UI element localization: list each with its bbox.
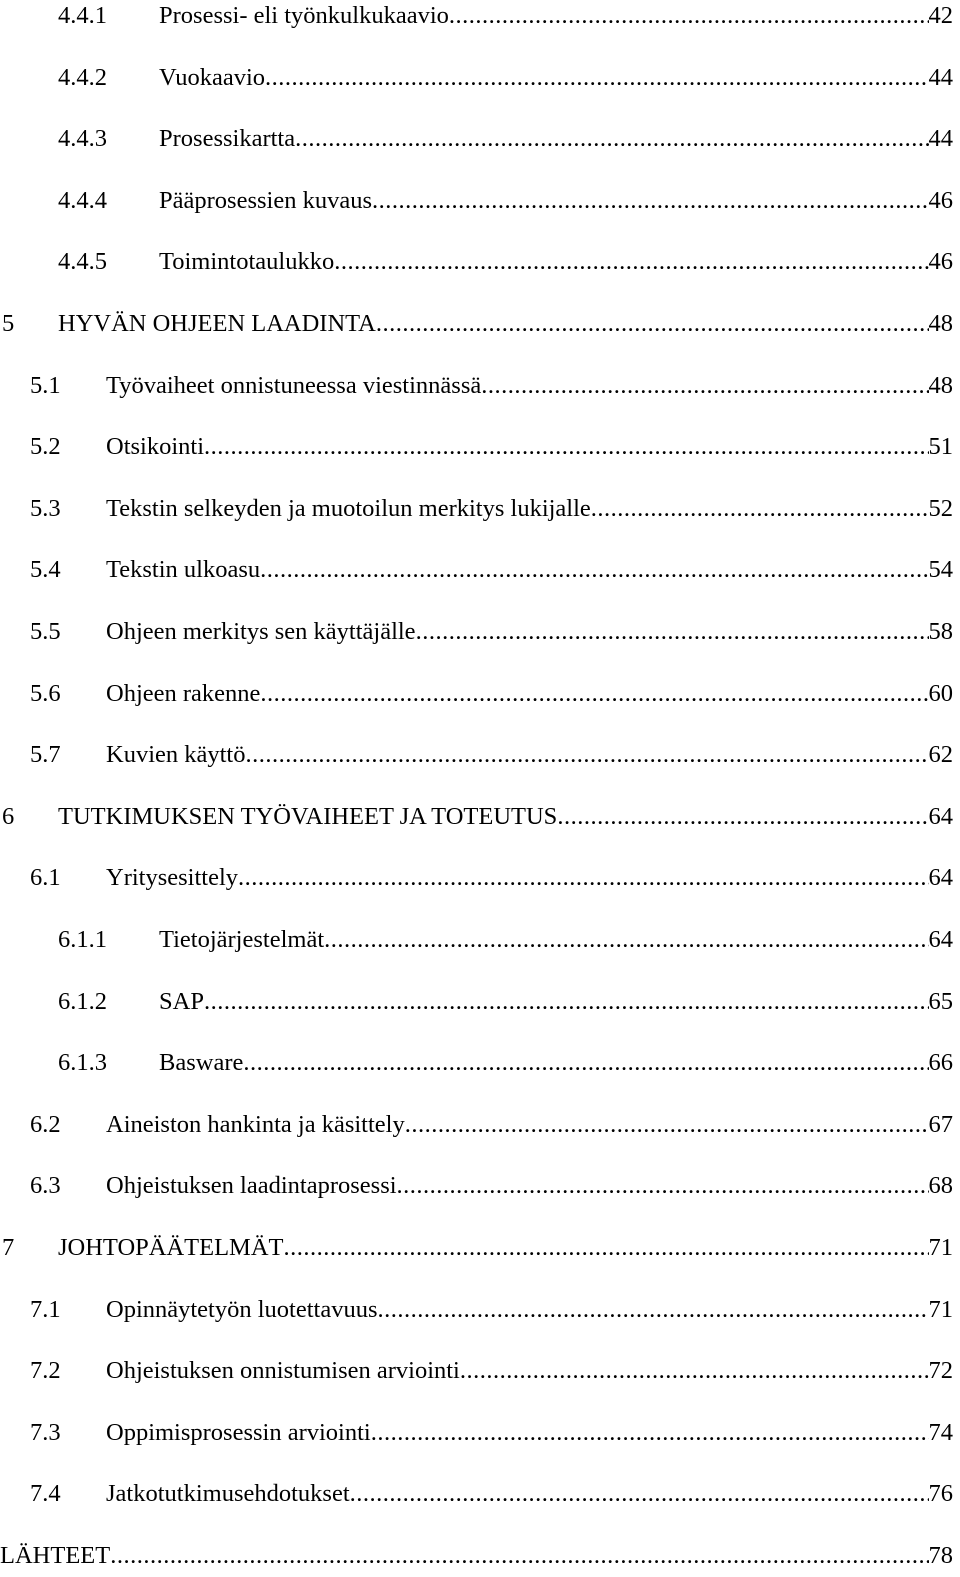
- toc-entry-title: Aineiston hankinta ja käsittely: [106, 1110, 405, 1138]
- toc-entry-number: 4.4.2: [58, 63, 107, 91]
- toc-entry[interactable]: [0, 1228, 953, 1268]
- toc-entry-number: 6.2: [30, 1110, 61, 1138]
- toc-entry-number: 5.5: [30, 618, 61, 645]
- toc-entry[interactable]: [0, 366, 953, 406]
- toc-entry[interactable]: [0, 181, 953, 221]
- toc-entry-title: Pääprosessien kuvaus: [159, 186, 372, 214]
- toc-entry-page-number: 44: [928, 125, 953, 153]
- toc-entry[interactable]: [0, 550, 953, 590]
- toc-entry-page-number: 48: [928, 310, 953, 337]
- toc-dot-leader: [204, 427, 928, 467]
- toc-entry[interactable]: [0, 920, 953, 960]
- toc-entry-number: 7.2: [30, 1357, 61, 1385]
- toc-entry-title: Ohjeistuksen laadintaprosessi: [106, 1172, 397, 1200]
- toc-entry[interactable]: [0, 119, 953, 159]
- toc-entry[interactable]: [0, 1290, 953, 1330]
- toc-entry-number: 5.4: [30, 556, 61, 584]
- toc-entry[interactable]: [0, 489, 953, 529]
- toc-entry-title: Kuvien käyttö: [106, 741, 246, 769]
- toc-entry-page-number: 64: [928, 864, 953, 892]
- toc-entry[interactable]: [0, 982, 953, 1022]
- toc-entry-page-number: 72: [928, 1357, 953, 1385]
- toc-entry-number: 4.4.5: [58, 248, 107, 276]
- toc-dot-leader: [378, 1290, 929, 1330]
- toc-entry-number: 6.3: [30, 1172, 61, 1200]
- toc-dot-leader: [460, 1351, 929, 1391]
- toc-entry-title: Yritysesittely: [106, 864, 239, 892]
- toc-dot-leader: [557, 797, 928, 837]
- toc-entry-number: 6.1.2: [58, 987, 107, 1015]
- toc-entry-number: 5.2: [30, 433, 61, 461]
- toc-entry-page-number: 58: [928, 618, 953, 645]
- toc-entry-number: 6.1: [30, 864, 61, 892]
- toc-entry-number: 6.1.1: [58, 926, 107, 953]
- toc-entry-page-number: 64: [928, 926, 953, 953]
- toc-entry[interactable]: [0, 735, 953, 775]
- toc-entry-page-number: 54: [928, 556, 953, 584]
- toc-entry-page-number: 64: [928, 802, 953, 830]
- toc-entry-page-number: 71: [928, 1295, 953, 1323]
- toc-entry[interactable]: [0, 674, 953, 714]
- toc-entry[interactable]: [0, 0, 953, 36]
- toc-dot-leader: [481, 366, 928, 406]
- toc-dot-leader: [334, 242, 928, 282]
- toc-entry-title: LÄHTEET: [0, 1542, 111, 1569]
- toc-dot-leader: [238, 858, 928, 898]
- toc-entry-page-number: 60: [928, 679, 953, 707]
- toc-entry[interactable]: [0, 1413, 953, 1453]
- toc-entry[interactable]: [0, 797, 953, 837]
- toc-dot-leader: [295, 119, 928, 159]
- toc-entry-title: Oppimisprosessin arviointi: [106, 1418, 371, 1446]
- toc-entry-number: 6: [2, 802, 15, 830]
- toc-dot-leader: [265, 58, 928, 98]
- toc-dot-leader: [449, 0, 929, 36]
- toc-entry-title: HYVÄN OHJEEN LAADINTA: [58, 310, 376, 337]
- toc-dot-leader: [350, 1474, 929, 1514]
- toc-dot-leader: [110, 1536, 928, 1576]
- toc-entry-page-number: 46: [928, 248, 953, 276]
- toc-dot-leader: [591, 489, 929, 529]
- toc-entry-title: Tietojärjestelmät: [159, 926, 325, 953]
- toc-entry-number: 7.4: [30, 1480, 61, 1508]
- toc-entry-number: 4.4.1: [58, 2, 107, 29]
- toc-dot-leader: [376, 304, 929, 344]
- toc-entry[interactable]: [0, 1351, 953, 1391]
- toc-entry[interactable]: [0, 1043, 953, 1083]
- toc-entry-title: Ohjeistuksen onnistumisen arviointi: [106, 1357, 460, 1385]
- toc-dot-leader: [243, 1043, 928, 1083]
- toc-entry-page-number: 48: [928, 371, 953, 399]
- toc-entry-page-number: 65: [928, 987, 953, 1015]
- toc-dot-leader: [260, 550, 928, 590]
- toc-entry-title: Jatkotutkimusehdotukset: [106, 1480, 350, 1508]
- toc-entry-title: Opinnäytetyön luotettavuus: [106, 1295, 378, 1323]
- toc-entry-title: Prosessi- eli työnkulkukaavio: [159, 2, 449, 29]
- toc-dot-leader: [416, 612, 929, 652]
- toc-dot-leader: [397, 1166, 929, 1206]
- toc-entry-number: 6.1.3: [58, 1049, 107, 1077]
- toc-entry-number: 7.3: [30, 1418, 61, 1446]
- toc-entry[interactable]: [0, 1474, 953, 1514]
- toc-entry-number: 5.1: [30, 371, 61, 399]
- toc-entry-page-number: 68: [928, 1172, 953, 1200]
- toc-dot-leader: [246, 735, 929, 775]
- toc-entry-page-number: 62: [928, 741, 953, 769]
- toc-entry[interactable]: [0, 858, 953, 898]
- toc-entry-title: Prosessikartta: [159, 125, 296, 153]
- toc-entry-page-number: 42: [928, 2, 953, 29]
- toc-entry-title: Basware: [159, 1049, 244, 1077]
- toc-entry-number: 4.4.3: [58, 125, 107, 153]
- toc-entry[interactable]: [0, 612, 953, 652]
- toc-entry-page-number: 46: [928, 186, 953, 214]
- toc-dot-leader: [372, 181, 929, 221]
- toc-entry-title: TUTKIMUKSEN TYÖVAIHEET JA TOTEUTUS: [58, 802, 558, 830]
- toc-entry-page-number: 66: [928, 1049, 953, 1077]
- toc-entry-title: Vuokaavio: [159, 63, 266, 91]
- toc-entry[interactable]: [0, 1536, 953, 1576]
- toc-dot-leader: [204, 982, 929, 1022]
- toc-entry-page-number: 67: [928, 1110, 953, 1138]
- toc-entry-number: 5.3: [30, 494, 61, 522]
- toc-entry-page-number: 44: [928, 63, 953, 91]
- toc-entry[interactable]: [0, 304, 953, 344]
- toc-entry-number: 7.1: [30, 1295, 61, 1323]
- toc-entry-number: 5.6: [30, 679, 61, 707]
- toc-entry-title: SAP: [159, 987, 204, 1015]
- toc-entry-title: Ohjeen merkitys sen käyttäjälle: [106, 618, 416, 645]
- toc-entry-number: 7: [2, 1234, 15, 1261]
- toc-dot-leader: [284, 1228, 929, 1268]
- toc-dot-leader: [371, 1413, 929, 1453]
- toc-entry-title: Ohjeen rakenne: [106, 679, 261, 707]
- toc-entry[interactable]: [0, 1105, 953, 1145]
- toc-entry-title: Tekstin ulkoasu: [106, 556, 261, 584]
- toc-dot-leader: [405, 1105, 929, 1145]
- toc-entry-title: JOHTOPÄÄTELMÄT: [58, 1234, 284, 1261]
- toc-entry-page-number: 76: [928, 1480, 953, 1508]
- toc-entry-number: 5: [2, 310, 15, 337]
- toc-entry[interactable]: [0, 1166, 953, 1206]
- toc-entry-title: Tekstin selkeyden ja muotoilun merkitys lukijalle: [106, 494, 591, 522]
- toc-dot-leader: [260, 674, 928, 714]
- toc-entry-title: Otsikointi: [106, 433, 205, 461]
- toc-dot-leader: [324, 920, 928, 960]
- toc-entry-number: 5.7: [30, 741, 61, 769]
- toc-entry-title: Työvaiheet onnistuneessa viestinnässä: [106, 371, 482, 399]
- toc-entry-page-number: 52: [928, 494, 953, 522]
- toc-entry-page-number: 74: [928, 1418, 953, 1446]
- toc-entry-page-number: 51: [928, 433, 953, 461]
- toc-entry-page-number: 71: [928, 1234, 953, 1261]
- toc-entry[interactable]: [0, 242, 953, 282]
- toc-entry[interactable]: [0, 58, 953, 98]
- toc-entry-title: Toimintotaulukko: [159, 248, 335, 276]
- toc-entry-page-number: 78: [928, 1542, 953, 1569]
- toc-entry[interactable]: [0, 427, 953, 467]
- toc-entry-number: 4.4.4: [58, 186, 107, 214]
